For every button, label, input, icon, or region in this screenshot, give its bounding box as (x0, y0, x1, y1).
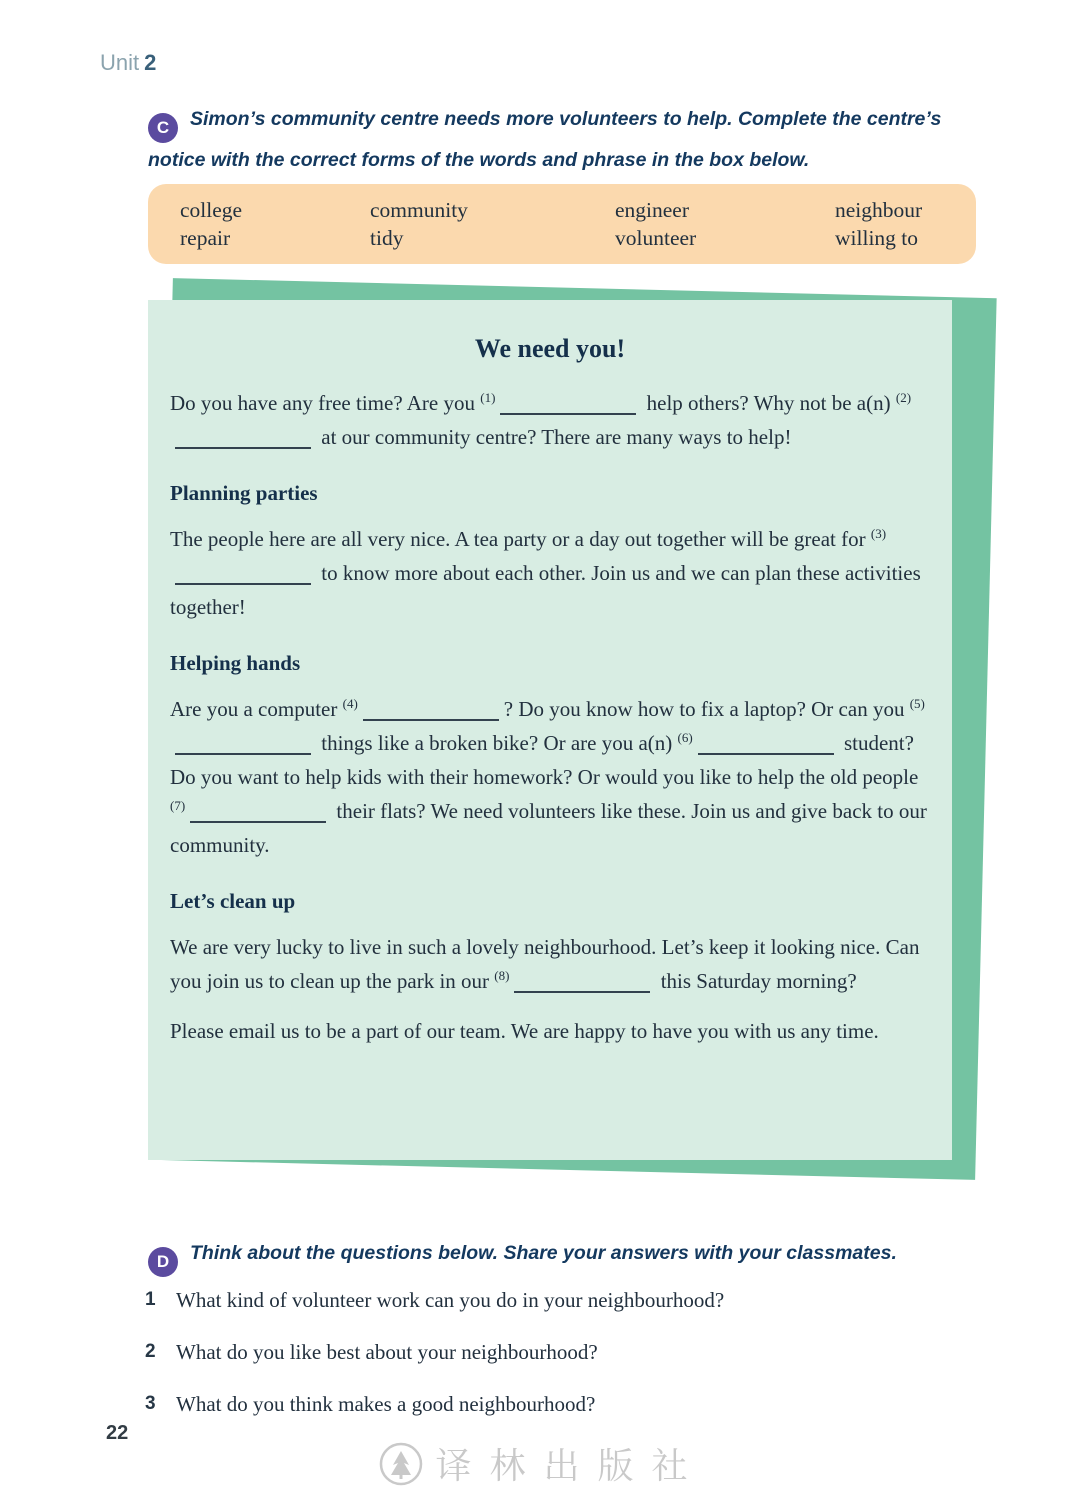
notice-paragraph: Please email us to be a part of our team. We are happy to have you with us any time. (170, 1019, 879, 1043)
notice-section-heading: Planning parties (170, 481, 318, 505)
publisher-watermark (377, 1438, 706, 1489)
word-box-column (615, 196, 835, 252)
notice-paragraph: We are very lucky to live in such a lovely neighbourhood. Let’s keep it looking nice. Can you join us to clean up the park in our $^{(8)}$ this Saturday morning? (170, 935, 920, 993)
exercise-d-instruction-text: Think about the questions below. Share your answers with your classmates. (190, 1242, 897, 1264)
unit-label: Unit (100, 50, 140, 75)
word-bank-item: community (370, 198, 468, 222)
question-row (145, 1288, 985, 1313)
publisher-logo-icon (377, 1441, 423, 1487)
fill-in-blank (698, 743, 834, 755)
exercise-d-badge: D (148, 1247, 178, 1277)
word-bank-item: engineer (615, 198, 690, 222)
blank-number: (5) (909, 696, 925, 711)
notice-body (170, 386, 930, 1048)
notice-paragraph: The people here are all very nice. A tea party or a day out together will be great for $^{(3)}$ to know more about each other. Join us and we can plan these activities together! (170, 526, 921, 619)
question-number: 1 (145, 1289, 156, 1310)
fill-in-blank (175, 573, 311, 585)
blank-number: (1) (480, 390, 496, 405)
fill-in-blank (190, 811, 326, 823)
notice-paragraph: Are you a computer $^{(4)}$ ? Do you know how to fix a laptop? Or can you $^{(5)}$ things like a broken bike? Or are you a(n) $^{(6)}$ student? Do you want to help kids with their homework? Or would you like to help the old people $^{(7)}$ their flats? We need volunteers like these. Join us and give back to our community. (170, 696, 927, 857)
notice (148, 300, 952, 1160)
word-bank-item: tidy (370, 226, 404, 250)
page-number: 22 (106, 1422, 129, 1444)
notice-paragraph: Do you have any free time? Are you $^{(1)}$ help others? Why not be a(n) $^{(2)}$ at our community centre? There are many ways to help! (170, 390, 912, 449)
blank-number: (2) (895, 390, 912, 405)
fill-in-blank (175, 743, 311, 755)
blank-number: (3) (870, 526, 887, 541)
word-bank-item: volunteer (615, 226, 697, 250)
exercise-c-badge: C (148, 113, 178, 143)
question-text: What kind of volunteer work can you do in your neighbourhood? (176, 1288, 725, 1312)
blank-number: (7) (170, 798, 186, 813)
fill-in-blank (363, 709, 499, 721)
publisher-name: 译林出版社 (435, 1446, 706, 1486)
question-number: 3 (145, 1393, 156, 1414)
word-bank-item: college (180, 198, 243, 222)
notice-title: We need you! (474, 334, 626, 363)
word-box (148, 184, 976, 264)
question-number: 2 (145, 1341, 156, 1362)
question-text: What do you think makes a good neighbourhood? (176, 1392, 596, 1416)
question-text: What do you like best about your neighbourhood? (176, 1340, 598, 1364)
unit-header (100, 50, 156, 76)
notice-section-heading: Let’s clean up (170, 889, 296, 913)
question-row (145, 1340, 985, 1365)
notice-card (148, 300, 952, 1160)
unit-number: 2 (144, 50, 157, 75)
blank-number: (4) (342, 696, 358, 711)
word-box-column (370, 196, 615, 252)
blank-number: (8) (494, 968, 510, 983)
exercise-c-instruction-text: Simon’s community centre needs more volunteers to help. Complete the centre’s notice with the correct forms of the words and phrase in the box below. (148, 108, 942, 171)
fill-in-blank (175, 437, 311, 449)
fill-in-blank (514, 981, 650, 993)
word-bank-item: repair (180, 226, 231, 250)
exercise-d-instruction (148, 1236, 988, 1277)
word-bank-item: willing to (835, 226, 919, 250)
word-box-column (180, 196, 370, 252)
notice-section-heading: Helping hands (170, 651, 301, 675)
word-bank-item: neighbour (835, 198, 923, 222)
question-list (145, 1288, 985, 1417)
question-row (145, 1392, 985, 1417)
blank-number: (6) (677, 730, 693, 745)
exercise-c-instruction (148, 102, 980, 177)
word-box-column (835, 196, 976, 252)
fill-in-blank (500, 403, 636, 415)
